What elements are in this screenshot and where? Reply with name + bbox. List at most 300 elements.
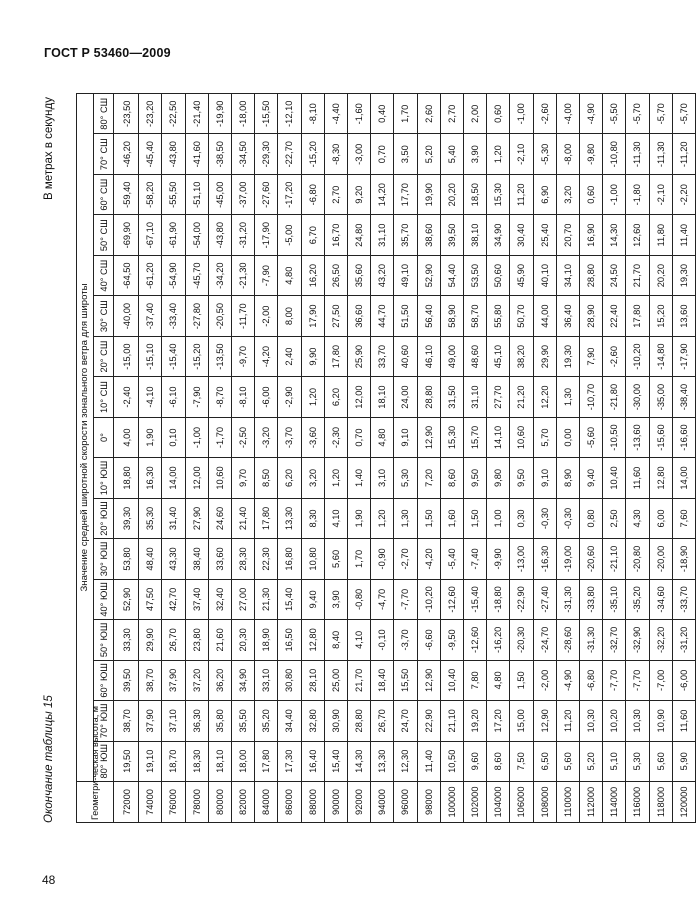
value-cell: 30,80 — [278, 660, 301, 700]
value-cell: 6,90 — [533, 174, 556, 214]
value-cell: -54,00 — [185, 215, 208, 255]
table-row — [394, 94, 417, 823]
value-cell: 48,60 — [464, 336, 487, 376]
value-cell: -20,00 — [649, 539, 672, 579]
value-cell: -35,00 — [649, 377, 672, 417]
altitude-cell: 80000 — [208, 782, 231, 823]
value-cell: 14,10 — [487, 417, 510, 457]
value-cell: 40,10 — [533, 255, 556, 295]
value-cell: 10,80 — [301, 539, 324, 579]
value-cell: 8,50 — [255, 458, 278, 498]
value-cell: 16,50 — [278, 620, 301, 660]
value-cell: -2,90 — [278, 377, 301, 417]
value-cell: -8,10 — [232, 377, 255, 417]
value-cell: -2,50 — [232, 417, 255, 457]
value-cell: 0,70 — [348, 417, 371, 457]
value-cell: 25,00 — [324, 660, 347, 700]
value-cell: 18,40 — [371, 660, 394, 700]
value-cell: 38,10 — [464, 215, 487, 255]
value-cell: 17,30 — [278, 741, 301, 781]
value-cell: -35,10 — [603, 579, 626, 619]
value-cell: 3,90 — [324, 579, 347, 619]
value-cell: -15,20 — [185, 336, 208, 376]
value-cell: -2,10 — [649, 174, 672, 214]
value-cell: -2,20 — [672, 174, 695, 214]
value-cell: 5,30 — [626, 741, 649, 781]
value-cell: 12,80 — [301, 620, 324, 660]
value-cell: -6,80 — [301, 174, 324, 214]
value-cell: 3,90 — [464, 134, 487, 174]
value-cell: 13,30 — [278, 498, 301, 538]
value-cell: 4,30 — [626, 498, 649, 538]
value-cell: 5,30 — [394, 458, 417, 498]
value-cell: 17,80 — [324, 336, 347, 376]
value-cell: 47,50 — [139, 579, 162, 619]
value-cell: 20,20 — [440, 174, 463, 214]
value-cell: 30,90 — [324, 701, 347, 741]
value-cell: 39,30 — [114, 498, 139, 538]
value-cell: 4,80 — [487, 660, 510, 700]
value-cell: 8,40 — [324, 620, 347, 660]
value-cell: 7,90 — [580, 336, 603, 376]
value-cell: -14,80 — [649, 336, 672, 376]
table-row — [371, 94, 394, 823]
value-cell: -31,30 — [580, 620, 603, 660]
value-cell: -41,60 — [185, 134, 208, 174]
value-cell: 33,60 — [208, 539, 231, 579]
table-row — [232, 94, 255, 823]
value-cell: -15,60 — [649, 417, 672, 457]
value-cell: 28,80 — [417, 377, 440, 417]
table-row — [348, 94, 371, 823]
value-cell: -46,20 — [114, 134, 139, 174]
value-cell: -6,10 — [162, 377, 185, 417]
value-cell: 9,10 — [533, 458, 556, 498]
value-cell: -9,80 — [580, 134, 603, 174]
value-cell: 8,90 — [556, 458, 579, 498]
value-cell: 19,20 — [464, 701, 487, 741]
value-cell: 10,50 — [440, 741, 463, 781]
value-cell: 17,80 — [255, 741, 278, 781]
value-cell: -17,20 — [278, 174, 301, 214]
value-cell: -4,90 — [556, 660, 579, 700]
value-cell: 21,40 — [232, 498, 255, 538]
value-cell: 1,70 — [348, 539, 371, 579]
value-cell: -4,20 — [417, 539, 440, 579]
value-cell: 2,00 — [464, 94, 487, 135]
value-cell: 43,30 — [162, 539, 185, 579]
value-cell: 12,20 — [533, 377, 556, 417]
value-cell: -18,00 — [232, 94, 255, 135]
value-cell: 16,90 — [580, 215, 603, 255]
value-cell: 0,60 — [580, 174, 603, 214]
value-cell: 15,00 — [510, 701, 533, 741]
value-cell: -31,20 — [672, 620, 695, 660]
value-cell: -2,10 — [510, 134, 533, 174]
value-cell: 22,90 — [417, 701, 440, 741]
value-cell: 37,90 — [139, 701, 162, 741]
table-row — [301, 94, 324, 823]
value-cell: 1,60 — [440, 498, 463, 538]
value-cell: -5,30 — [533, 134, 556, 174]
value-cell: 2,50 — [603, 498, 626, 538]
value-cell: 31,10 — [371, 215, 394, 255]
value-cell: -22,70 — [278, 134, 301, 174]
page-number: 48 — [42, 873, 56, 887]
altitude-cell: 106000 — [510, 782, 533, 823]
value-cell: 1,20 — [324, 458, 347, 498]
wind-speed-table — [76, 93, 696, 823]
value-cell: 32,40 — [208, 579, 231, 619]
value-cell: 2,60 — [417, 94, 440, 135]
value-cell: 10,20 — [603, 701, 626, 741]
value-cell: 15,40 — [278, 579, 301, 619]
value-cell: 49,10 — [394, 255, 417, 295]
table-row — [114, 94, 139, 823]
value-cell: 17,90 — [301, 296, 324, 336]
value-cell: 14,00 — [162, 458, 185, 498]
value-cell: 18,80 — [114, 458, 139, 498]
table-row — [649, 94, 672, 823]
value-cell: -4,20 — [255, 336, 278, 376]
value-cell: -31,30 — [556, 579, 579, 619]
value-cell: -7,90 — [255, 255, 278, 295]
value-cell: -2,40 — [114, 377, 139, 417]
value-cell: 28,90 — [580, 296, 603, 336]
value-cell: -15,10 — [139, 336, 162, 376]
value-cell: -18,90 — [672, 539, 695, 579]
value-cell: -1,70 — [208, 417, 231, 457]
value-cell: 29,90 — [533, 336, 556, 376]
altitude-cell: 120000 — [672, 782, 695, 823]
value-cell: 1,90 — [348, 498, 371, 538]
value-cell: 5,60 — [556, 741, 579, 781]
latitude-column-header: 20° ЮШ — [94, 498, 114, 538]
value-cell: -13,50 — [208, 336, 231, 376]
value-cell: -20,80 — [626, 539, 649, 579]
value-cell: 52,90 — [417, 255, 440, 295]
value-cell: 0,70 — [371, 134, 394, 174]
value-cell: 12,30 — [394, 741, 417, 781]
altitude-cell: 76000 — [162, 782, 185, 823]
value-cell: -10,50 — [603, 417, 626, 457]
value-cell: -38,40 — [672, 377, 695, 417]
value-cell: -33,70 — [672, 579, 695, 619]
value-cell: 10,40 — [603, 458, 626, 498]
value-cell: 1,20 — [301, 377, 324, 417]
value-cell: -8,10 — [301, 94, 324, 135]
value-cell: -58,20 — [139, 174, 162, 214]
value-cell: 12,00 — [348, 377, 371, 417]
value-cell: 26,70 — [162, 620, 185, 660]
value-cell: -29,30 — [255, 134, 278, 174]
table-row — [324, 94, 347, 823]
value-cell: -43,80 — [162, 134, 185, 174]
value-cell: 6,00 — [649, 498, 672, 538]
value-cell: -7,70 — [626, 660, 649, 700]
value-cell: 11,40 — [417, 741, 440, 781]
value-cell: -8,00 — [556, 134, 579, 174]
value-cell: -16,20 — [487, 620, 510, 660]
value-cell: 9,70 — [232, 458, 255, 498]
value-cell: 4,10 — [324, 498, 347, 538]
value-cell: -3,20 — [255, 417, 278, 457]
latitude-span-header: Значение средней широтной скорости зонального ветра для широты — [77, 94, 94, 782]
table-row — [278, 94, 301, 823]
value-cell: -6,60 — [417, 620, 440, 660]
value-cell: -6,80 — [580, 660, 603, 700]
value-cell: -11,30 — [626, 134, 649, 174]
value-cell: 27,50 — [324, 296, 347, 336]
value-cell: 39,50 — [440, 215, 463, 255]
value-cell: -5,70 — [626, 94, 649, 135]
value-cell: 16,30 — [139, 458, 162, 498]
value-cell: 32,80 — [301, 701, 324, 741]
value-cell: 0,00 — [556, 417, 579, 457]
table-row — [417, 94, 440, 823]
value-cell: 17,80 — [255, 498, 278, 538]
altitude-cell: 98000 — [417, 782, 440, 823]
value-cell: 36,60 — [348, 296, 371, 336]
value-cell: 33,10 — [255, 660, 278, 700]
value-cell: -15,40 — [464, 579, 487, 619]
value-cell: -21,40 — [185, 94, 208, 135]
value-cell: 14,00 — [672, 458, 695, 498]
value-cell: 9,50 — [464, 458, 487, 498]
value-cell: 15,30 — [440, 417, 463, 457]
value-cell: 27,90 — [185, 498, 208, 538]
value-cell: -19,90 — [208, 94, 231, 135]
value-cell: -37,00 — [232, 174, 255, 214]
value-cell: 8,60 — [440, 458, 463, 498]
value-cell: -17,90 — [672, 336, 695, 376]
value-cell: 26,50 — [324, 255, 347, 295]
value-cell: -21,10 — [603, 539, 626, 579]
value-cell: 15,70 — [464, 417, 487, 457]
table-row — [139, 94, 162, 823]
value-cell: 45,10 — [487, 336, 510, 376]
table-row — [672, 94, 695, 823]
value-cell: -2,30 — [324, 417, 347, 457]
value-cell: 9,80 — [487, 458, 510, 498]
value-cell: 12,90 — [417, 660, 440, 700]
value-cell: -13,00 — [510, 539, 533, 579]
value-cell: 31,40 — [162, 498, 185, 538]
value-cell: 10,30 — [580, 701, 603, 741]
value-cell: 6,20 — [324, 377, 347, 417]
value-cell: -6,00 — [255, 377, 278, 417]
value-cell: -10,70 — [580, 377, 603, 417]
table-caption: Окончание таблицы 15 — [43, 695, 55, 823]
value-cell: 17,70 — [394, 174, 417, 214]
value-cell: 9,40 — [580, 458, 603, 498]
value-cell: 38,40 — [185, 539, 208, 579]
value-cell: -35,20 — [626, 579, 649, 619]
value-cell: 52,90 — [114, 579, 139, 619]
value-cell: 22,30 — [255, 539, 278, 579]
value-cell: 21,70 — [348, 660, 371, 700]
value-cell: 9,10 — [394, 417, 417, 457]
value-cell: -0,10 — [371, 620, 394, 660]
value-cell: 53,80 — [114, 539, 139, 579]
value-cell: -5,00 — [278, 215, 301, 255]
latitude-column-header: 70° СШ — [94, 134, 114, 174]
value-cell: 15,20 — [649, 296, 672, 336]
value-cell: -3,70 — [394, 620, 417, 660]
value-cell: -11,20 — [672, 134, 695, 174]
value-cell: -5,70 — [672, 94, 695, 135]
value-cell: -59,40 — [114, 174, 139, 214]
table-row — [510, 94, 533, 823]
value-cell: -31,20 — [232, 215, 255, 255]
latitude-column-header: 10° СШ — [94, 377, 114, 417]
value-cell: 27,00 — [232, 579, 255, 619]
value-cell: 16,20 — [301, 255, 324, 295]
value-cell: 5,20 — [580, 741, 603, 781]
value-cell: 28,10 — [301, 660, 324, 700]
value-cell: 4,80 — [371, 417, 394, 457]
value-cell: 17,20 — [487, 701, 510, 741]
value-cell: 58,90 — [440, 296, 463, 336]
table-row — [626, 94, 649, 823]
value-cell: 4,10 — [348, 620, 371, 660]
value-cell: 9,90 — [301, 336, 324, 376]
altitude-cell: 110000 — [556, 782, 579, 823]
value-cell: -12,60 — [440, 579, 463, 619]
latitude-column-header: 30° СШ — [94, 296, 114, 336]
value-cell: 20,20 — [649, 255, 672, 295]
value-cell: 11,60 — [626, 458, 649, 498]
table-row — [580, 94, 603, 823]
value-cell: 5,90 — [672, 741, 695, 781]
value-cell: -10,20 — [626, 336, 649, 376]
altitude-cell: 82000 — [232, 782, 255, 823]
table-row — [464, 94, 487, 823]
value-cell: 54,40 — [440, 255, 463, 295]
value-cell: -28,60 — [556, 620, 579, 660]
value-cell: 50,70 — [510, 296, 533, 336]
value-cell: -15,50 — [255, 94, 278, 135]
value-cell: 28,80 — [348, 701, 371, 741]
value-cell: -24,70 — [533, 620, 556, 660]
value-cell: -0,90 — [371, 539, 394, 579]
value-cell: 42,70 — [162, 579, 185, 619]
value-cell: -8,70 — [208, 377, 231, 417]
value-cell: 3,20 — [556, 174, 579, 214]
value-cell: 7,60 — [672, 498, 695, 538]
value-cell: 1,50 — [510, 660, 533, 700]
value-cell: 35,70 — [394, 215, 417, 255]
value-cell: 10,90 — [649, 701, 672, 741]
value-cell: -21,80 — [603, 377, 626, 417]
altitude-cell: 114000 — [603, 782, 626, 823]
value-cell: 28,30 — [232, 539, 255, 579]
value-cell: -11,70 — [232, 296, 255, 336]
value-cell: 15,50 — [394, 660, 417, 700]
value-cell: 2,40 — [278, 336, 301, 376]
table-row — [603, 94, 626, 823]
value-cell: -10,80 — [603, 134, 626, 174]
value-cell: -4,70 — [371, 579, 394, 619]
value-cell: 14,20 — [371, 174, 394, 214]
value-cell: 51,50 — [394, 296, 417, 336]
value-cell: -16,30 — [533, 539, 556, 579]
value-cell: -4,00 — [556, 94, 579, 135]
value-cell: 21,10 — [440, 701, 463, 741]
value-cell: 50,60 — [487, 255, 510, 295]
value-cell: 3,50 — [394, 134, 417, 174]
value-cell: 18,70 — [162, 741, 185, 781]
value-cell: 14,30 — [603, 215, 626, 255]
latitude-column-header: 70° ЮШ — [94, 701, 114, 741]
value-cell: 37,10 — [162, 701, 185, 741]
value-cell: 36,40 — [556, 296, 579, 336]
value-cell: 21,60 — [208, 620, 231, 660]
value-cell: 49,00 — [440, 336, 463, 376]
latitude-column-header: 80° СШ — [94, 94, 114, 135]
value-cell: -22,50 — [162, 94, 185, 135]
altitude-cell: 100000 — [440, 782, 463, 823]
value-cell: 34,10 — [556, 255, 579, 295]
value-cell: 1,40 — [348, 458, 371, 498]
value-cell: 20,30 — [232, 620, 255, 660]
value-cell: 16,40 — [301, 741, 324, 781]
value-cell: 9,40 — [301, 579, 324, 619]
value-cell: -40,00 — [114, 296, 139, 336]
value-cell: -1,60 — [348, 94, 371, 135]
value-cell: 8,00 — [278, 296, 301, 336]
value-cell: 36,30 — [185, 701, 208, 741]
altitude-column-header: Геометри-ческая высота, м — [77, 782, 114, 823]
value-cell: 9,20 — [348, 174, 371, 214]
value-cell: 14,30 — [348, 741, 371, 781]
value-cell: 37,90 — [162, 660, 185, 700]
value-cell: 1,00 — [487, 498, 510, 538]
value-cell: -7,40 — [464, 539, 487, 579]
value-cell: -16,60 — [672, 417, 695, 457]
value-cell: 18,10 — [208, 741, 231, 781]
value-cell: 8,60 — [487, 741, 510, 781]
value-cell: -64,50 — [114, 255, 139, 295]
table-row — [556, 94, 579, 823]
value-cell: -1,00 — [603, 174, 626, 214]
value-cell: 38,70 — [139, 660, 162, 700]
value-cell: 44,70 — [371, 296, 394, 336]
latitude-column-header: 40° СШ — [94, 255, 114, 295]
value-cell: 31,10 — [464, 377, 487, 417]
value-cell: 35,20 — [255, 701, 278, 741]
value-cell: -61,90 — [162, 215, 185, 255]
value-cell: 39,50 — [114, 660, 139, 700]
value-cell: -21,30 — [232, 255, 255, 295]
latitude-column-header: 10° ЮШ — [94, 458, 114, 498]
value-cell: -5,50 — [603, 94, 626, 135]
value-cell: 11,40 — [672, 215, 695, 255]
latitude-column-header: 60° СШ — [94, 174, 114, 214]
latitude-column-header: 30° ЮШ — [94, 539, 114, 579]
value-cell: -4,90 — [580, 94, 603, 135]
value-cell: 25,90 — [348, 336, 371, 376]
table-row — [185, 94, 208, 823]
value-cell: 55,80 — [487, 296, 510, 336]
value-cell: 30,40 — [510, 215, 533, 255]
value-cell: -4,40 — [324, 94, 347, 135]
value-cell: -32,20 — [649, 620, 672, 660]
value-cell: 5,60 — [324, 539, 347, 579]
value-cell: 29,90 — [139, 620, 162, 660]
value-cell: 13,30 — [371, 741, 394, 781]
value-cell: 34,40 — [278, 701, 301, 741]
